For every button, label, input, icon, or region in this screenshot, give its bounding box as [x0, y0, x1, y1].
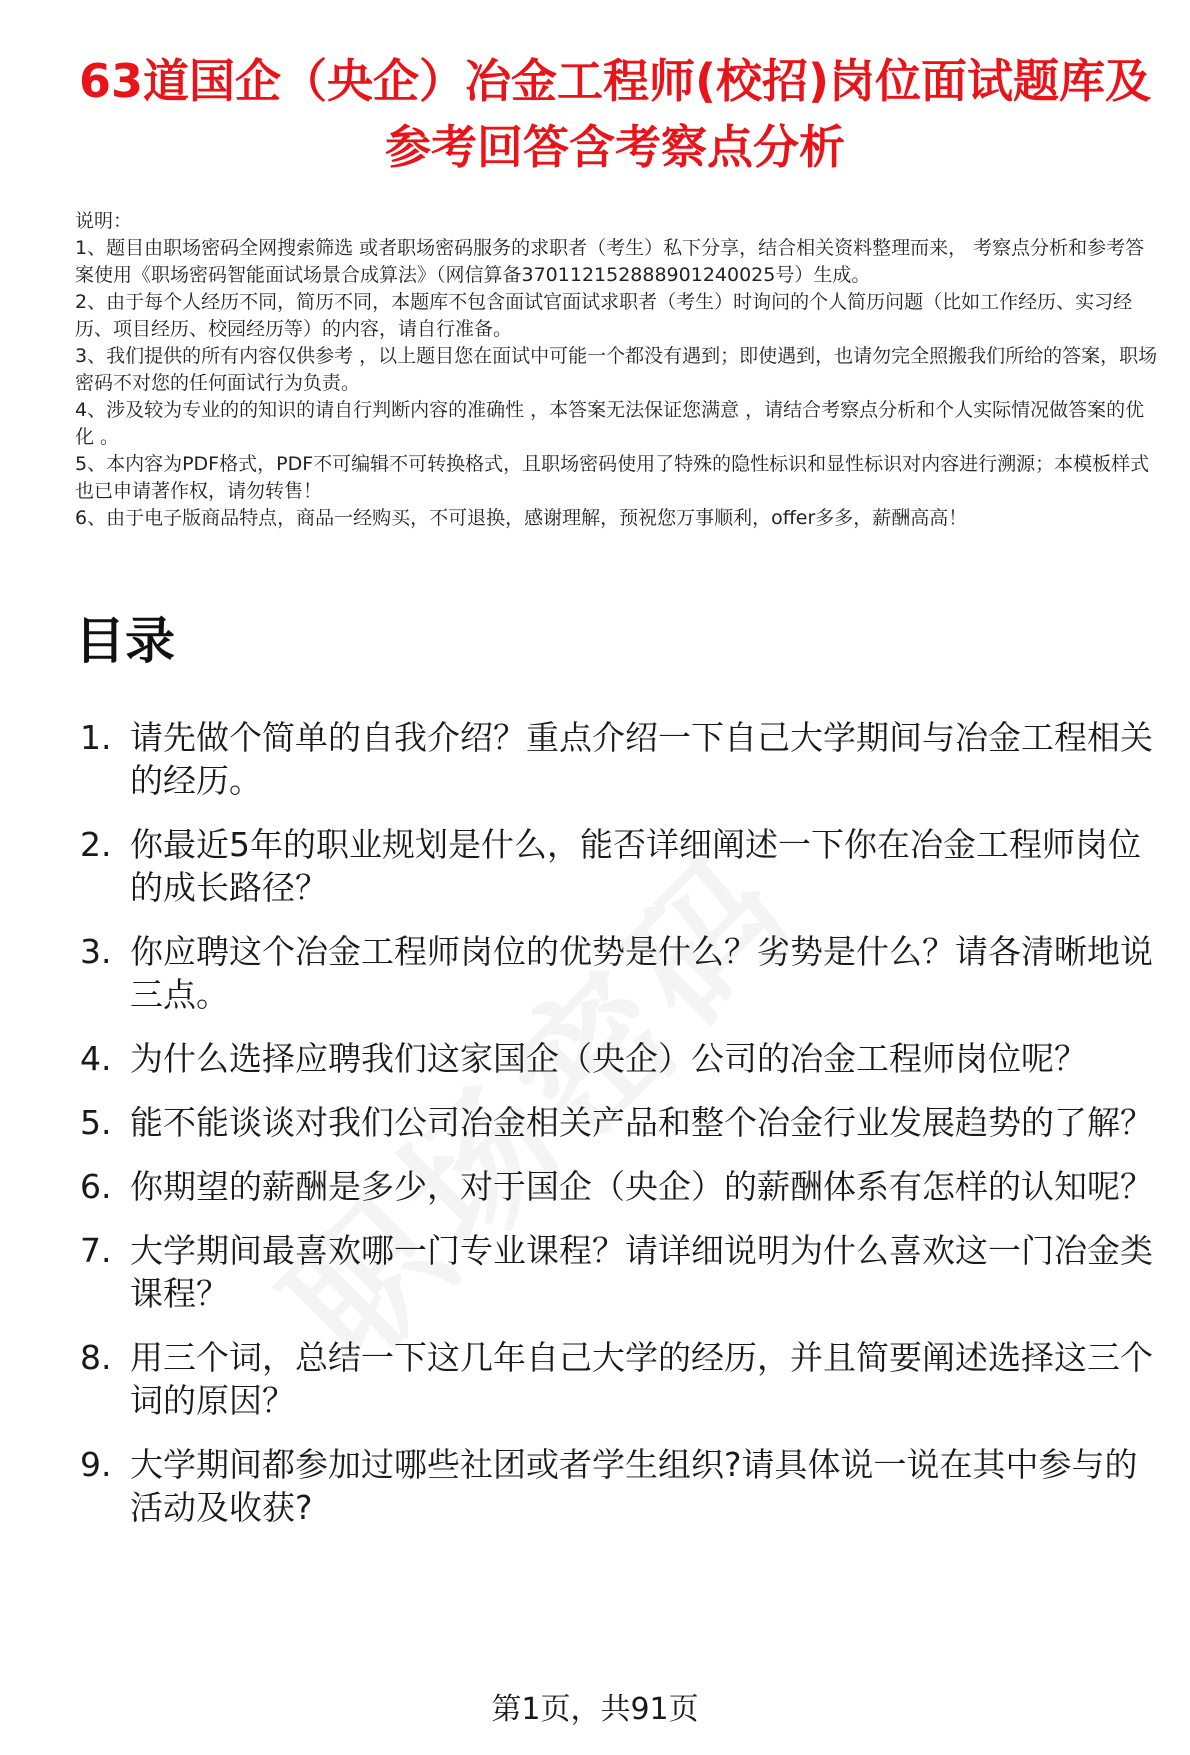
toc-item-number: 9. — [80, 1445, 112, 1484]
toc-item-text: 请先做个简单的自我介绍？重点介绍一下自己大学期间与冶金工程相关的经历。 — [130, 718, 1153, 800]
page-number-footer: 第1页，共91页 — [491, 1692, 699, 1727]
toc-item[interactable] — [80, 1229, 1170, 1315]
toc-item-number: 5. — [80, 1103, 112, 1142]
toc-item[interactable] — [80, 1037, 1170, 1080]
toc-item[interactable] — [80, 930, 1170, 1016]
toc-item[interactable] — [80, 1336, 1170, 1422]
toc-item-text: 大学期间都参加过哪些社团或者学生组织?请具体说一说在其中参与的活动及收获? — [130, 1445, 1138, 1527]
note-item: 2、由于每个人经历不同，简历不同，本题库不包含面试官面试求职者（考生）时询问的个人简历问题（比如工作经历、实习经历、项目经历、校园经历等）的内容，请自行准备。 — [75, 291, 1133, 340]
document-title: 63道国企（央企）冶金工程师(校招)岗位面试题库及参考回答含考察点分析 — [78, 54, 1152, 174]
note-item: 4、涉及较为专业的的知识的请自行判断内容的准确性 ，本答案无法保证您满意 ，请结合考察点分析和个人实际情况做答案的优化 。 — [75, 399, 1145, 448]
toc-item-text: 用三个词，总结一下这几年自己大学的经历，并且简要阐述选择这三个词的原因？ — [130, 1338, 1153, 1420]
notes-heading: 说明： — [75, 210, 133, 232]
note-item: 3、我们提供的所有内容仅供参考 ，以上题目您在面试中可能一个都没有遇到；即使遇到，也请勿完全照搬我们所给的答案，职场密码不对您的任何面试行为负责。 — [75, 345, 1158, 394]
toc-item-number: 2. — [80, 825, 112, 864]
toc-item-number: 1. — [80, 718, 112, 757]
toc-item-text: 你期望的薪酬是多少，对于国企（央企）的薪酬体系有怎样的认知呢？ — [130, 1167, 1153, 1206]
notes-section — [75, 208, 1160, 532]
note-item: 5、本内容为PDF格式，PDF不可编辑不可转换格式，且职场密码使用了特殊的隐性标识和显性标识对内容进行溯源；本模板样式也已申请著作权，请勿转售！ — [75, 453, 1150, 502]
toc-item-number: 4. — [80, 1039, 112, 1078]
toc-item-text: 能不能谈谈对我们公司冶金相关产品和整个冶金行业发展趋势的了解？ — [130, 1103, 1153, 1142]
toc-item[interactable] — [80, 1101, 1170, 1144]
toc-item[interactable] — [80, 823, 1170, 909]
toc-item[interactable] — [80, 716, 1170, 802]
toc-item-number: 7. — [80, 1231, 112, 1270]
toc-item[interactable] — [80, 1443, 1170, 1529]
note-item: 6、由于电子版商品特点，商品一经购买，不可退换，感谢理解，预祝您万事顺利，offer多多，薪酬高高！ — [75, 507, 968, 529]
note-item: 1、题目由职场密码全网搜索筛选 或者职场密码服务的求职者（考生）私下分享，结合相关资料整理而来， 考察点分析和参考答案使用《职场密码智能面试场景合成算法》（网信算备370112152888901240025号）生成。 — [75, 237, 1145, 286]
toc-item-text: 为什么选择应聘我们这家国企（央企）公司的冶金工程师岗位呢？ — [130, 1039, 1087, 1078]
toc-list — [80, 716, 1170, 1550]
toc-item[interactable] — [80, 1165, 1170, 1208]
toc-item-text: 你应聘这个冶金工程师岗位的优势是什么？劣势是什么？请各清晰地说三点。 — [130, 932, 1153, 1014]
toc-heading: 目录 — [75, 612, 175, 670]
toc-item-number: 6. — [80, 1167, 112, 1206]
toc-item-text: 你最近5年的职业规划是什么，能否详细阐述一下你在冶金工程师岗位的成长路径？ — [130, 825, 1141, 907]
toc-item-text: 大学期间最喜欢哪一门专业课程？请详细说明为什么喜欢这一门冶金类课程？ — [130, 1231, 1153, 1313]
toc-item-number: 3. — [80, 932, 112, 971]
toc-item-number: 8. — [80, 1338, 112, 1377]
